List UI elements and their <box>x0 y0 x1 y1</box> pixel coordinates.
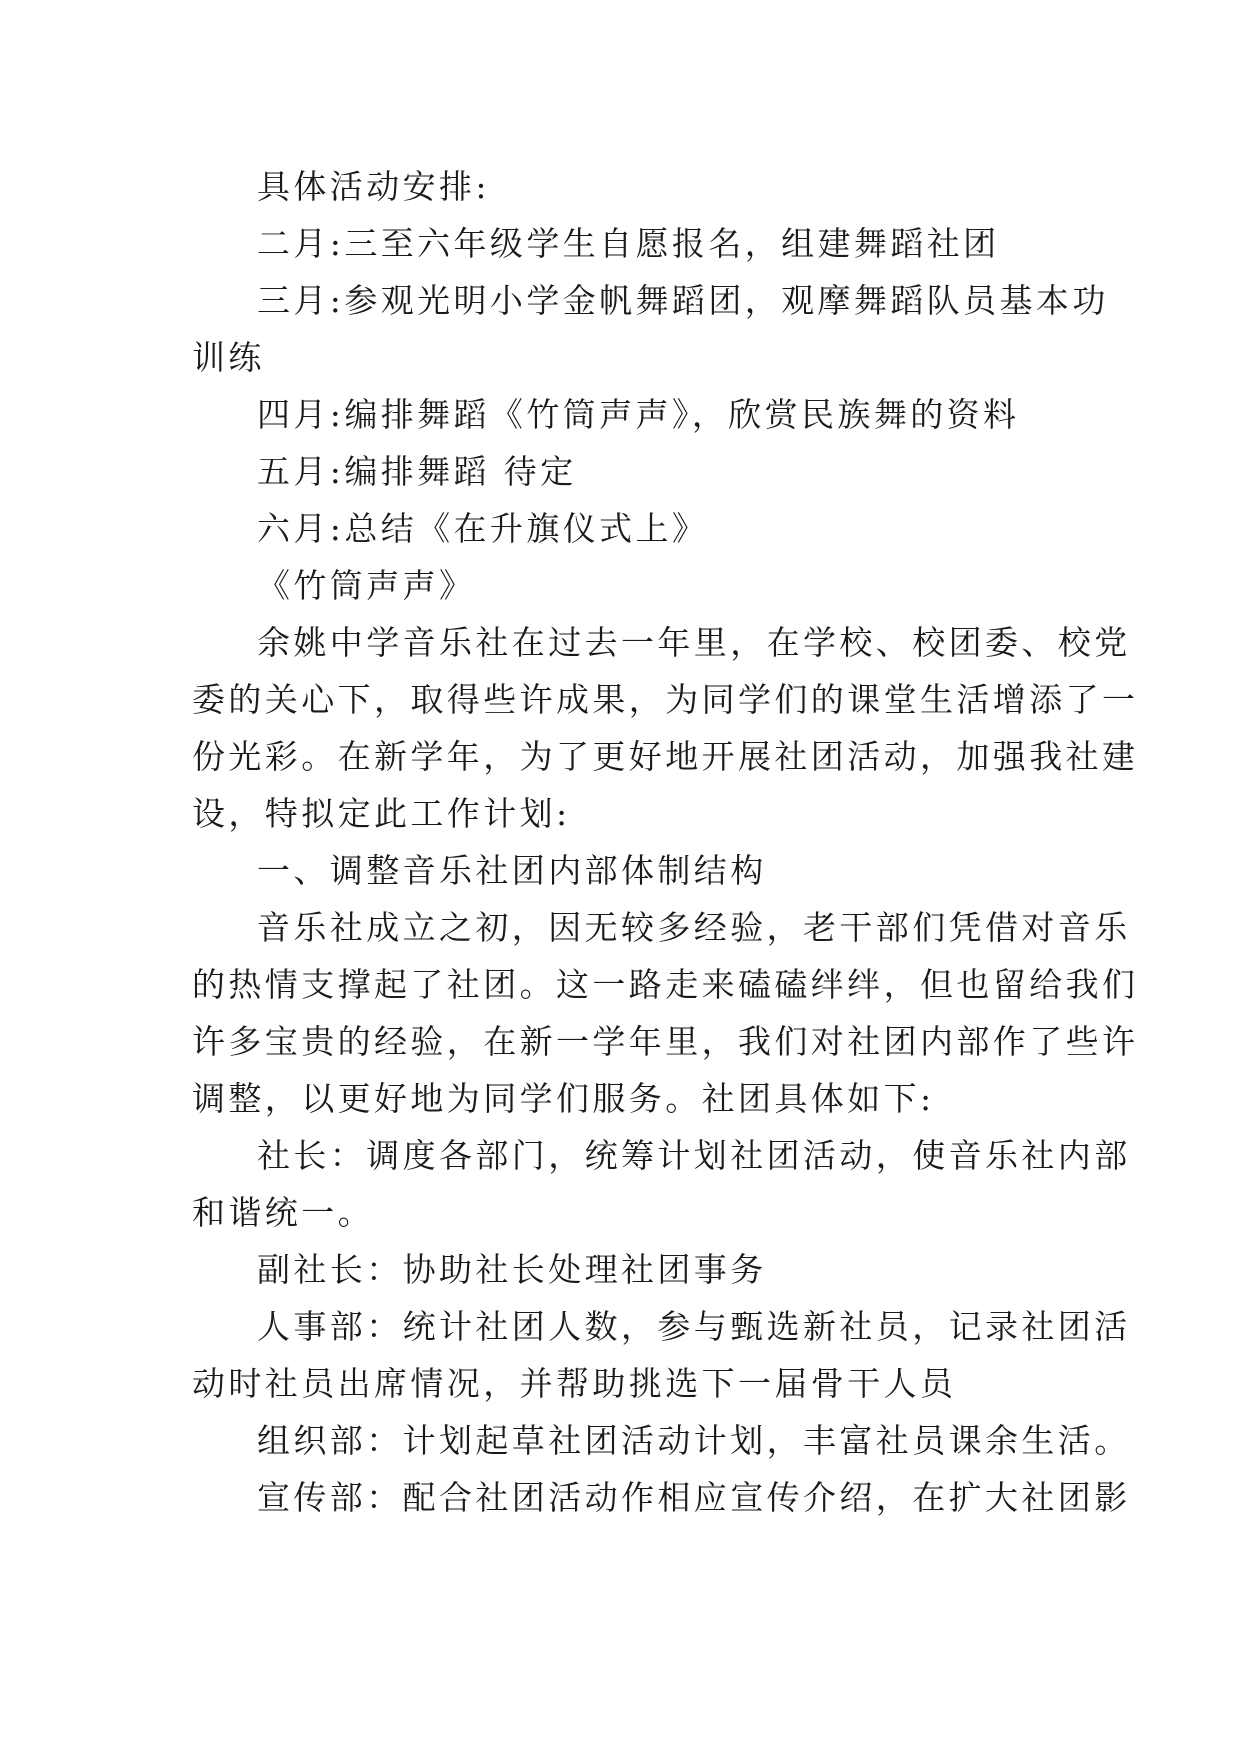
intro-paragraph-line: 余姚中学音乐社在过去一年里，在学校、校团委、校党 <box>257 623 1131 662</box>
structure-paragraph-line: 许多宝贵的经验，在新一学年里，我们对社团内部作了些许 <box>192 1022 1139 1061</box>
vice-president-role: 副社长：协助社长处理社团事务 <box>257 1250 767 1289</box>
personnel-dept-role: 人事部：统计社团人数，参与甄选新社员，记录社团活 <box>257 1307 1131 1346</box>
structure-paragraph-line: 音乐社成立之初，因无较多经验，老干部们凭借对音乐 <box>257 908 1131 947</box>
structure-paragraph-line: 的热情支撑起了社团。这一路走来磕磕绊绊，但也留给我们 <box>192 965 1139 1004</box>
march-item: 三月:参观光明小学金帆舞蹈团，观摩舞蹈队员基本功 <box>257 281 1109 320</box>
april-item: 四月:编排舞蹈《竹筒声声》，欣赏民族舞的资料 <box>257 395 1020 434</box>
personnel-dept-role-continued: 动时社员出席情况，并帮助挑选下一届骨干人员 <box>192 1364 957 1403</box>
february-item: 二月:三至六年级学生自愿报名，组建舞蹈社团 <box>257 224 1000 263</box>
activity-schedule-heading: 具体活动安排: <box>257 167 490 206</box>
may-item: 五月:编排舞蹈 待定 <box>257 452 577 491</box>
president-role-continued: 和谐统一。 <box>192 1193 374 1232</box>
organization-dept-role: 组织部：计划起草社团活动计划，丰富社员课余生活。 <box>257 1421 1131 1460</box>
intro-paragraph-line: 设，特拟定此工作计划: <box>192 794 571 833</box>
intro-paragraph-line: 份光彩。在新学年，为了更好地开展社团活动，加强我社建 <box>192 737 1139 776</box>
publicity-dept-role: 宣传部：配合社团活动作相应宣传介绍，在扩大社团影 <box>257 1478 1131 1517</box>
section-title: 《竹筒声声》 <box>257 566 476 605</box>
subsection-heading: 一、调整音乐社团内部体制结构 <box>257 851 767 890</box>
structure-paragraph-line: 调整，以更好地为同学们服务。社团具体如下: <box>192 1079 935 1118</box>
march-item-continued: 训练 <box>192 338 265 377</box>
intro-paragraph-line: 委的关心下，取得些许成果，为同学们的课堂生活增添了一 <box>192 680 1139 719</box>
june-item: 六月:总结《在升旗仪式上》 <box>257 509 709 548</box>
president-role: 社长：调度各部门，统筹计划社团活动，使音乐社内部 <box>257 1136 1131 1175</box>
